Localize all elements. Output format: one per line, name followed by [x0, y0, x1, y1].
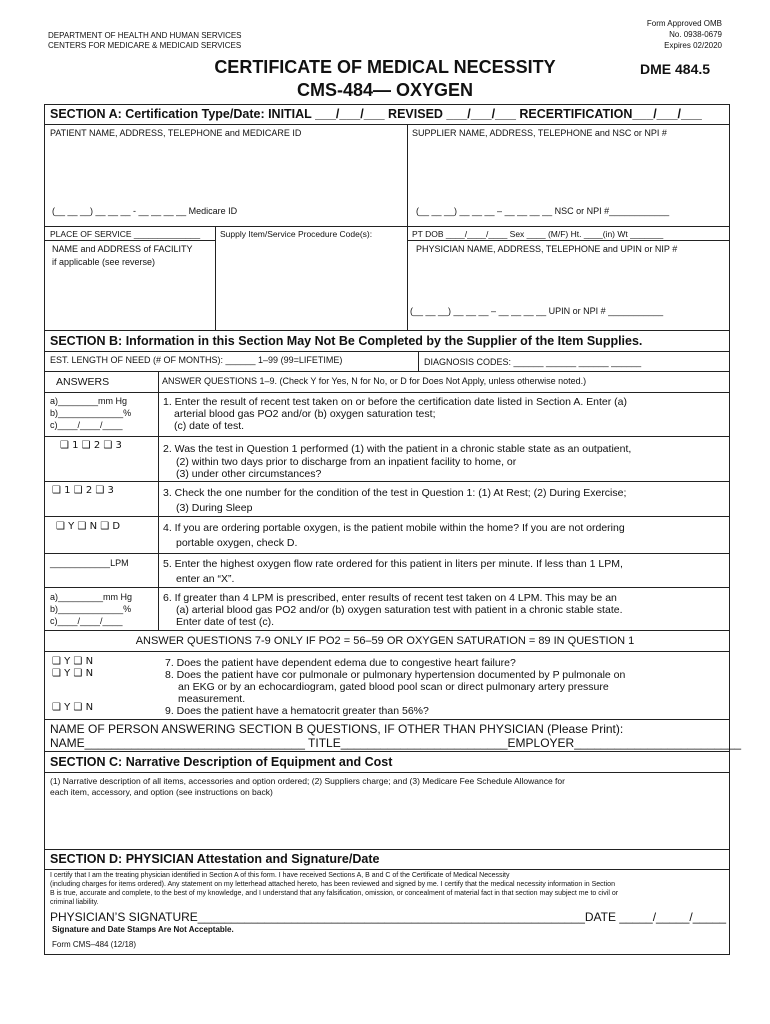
attestation-text-2: (including charges for items ordered). Any statement on my letterhead attached hereto, has been reviewed and signed by me. I certify that the medical necessity information in Section — [50, 881, 615, 888]
section-a-title: SECTION A: Certification Type/Date: INITIAL ___/___/___ REVISED ___/___/___ RECERTIFICATION___/___/___ — [50, 107, 702, 121]
dme-code: DME 484.5 — [640, 61, 711, 77]
divider — [407, 240, 730, 241]
q9-text: 9. Does the patient have a hematocrit greater than 56%? — [165, 705, 429, 717]
supplier-nsc-field[interactable]: (__ __ __) __ __ __ – __ __ __ __ NSC or NPI #____________ — [416, 206, 670, 216]
physician-upin-field[interactable]: (__ __ __) __ __ __ – __ __ __ __ UPIN or NPI # ___________ — [410, 306, 664, 316]
narrative-input[interactable] — [50, 800, 724, 846]
q4-checkboxes[interactable]: ❑ Y ❑ N ❑ D — [56, 521, 121, 532]
divider — [44, 651, 730, 652]
section-c-text-2: each item, accessory, and option (see instructions on back) — [50, 787, 273, 797]
divider — [44, 719, 730, 720]
divider — [407, 226, 408, 330]
q3-checkboxes[interactable]: ❑ 1 ❑ 2 ❑ 3 — [52, 485, 114, 496]
q8-text-2: an EKG or by an echocardiogram, gated blood pool scan or direct pulmonary artery pressure — [178, 681, 609, 693]
q1-answer-b[interactable]: b)_____________% — [50, 408, 132, 418]
form-number: Form CMS–484 (12/18) — [52, 940, 137, 949]
divider — [215, 226, 216, 330]
q6-answer-a[interactable]: a)_________mm Hg — [50, 592, 133, 602]
divider — [44, 240, 215, 241]
q2-checkboxes[interactable]: ❑ 1 ❑ 2 ❑ 3 — [60, 440, 122, 451]
attestation-text-4: criminal liability. — [50, 899, 99, 906]
answer-7-9-note: ANSWER QUESTIONS 7-9 ONLY IF PO2 = 56–59 OR OXYGEN SATURATION = 89 IN QUESTION 1 — [135, 635, 635, 647]
q6-answer-c[interactable]: c)____/____/____ — [50, 616, 123, 626]
q5-text: 5. Enter the highest oxygen flow rate ordered for this patient in liters per minute. If less than 1 LPM, — [163, 558, 623, 570]
diagnosis-codes-field[interactable]: DIAGNOSIS CODES: ______ ______ ______ ______ — [424, 357, 642, 367]
q8-text: 8. Does the patient have cor pulmonale or pulmonary hypertension documented by P pulmonale on — [165, 669, 626, 681]
q1-answer-a[interactable]: a)________mm Hg — [50, 396, 128, 406]
divider — [418, 351, 419, 371]
est-length-field[interactable]: EST. LENGTH OF NEED (# OF MONTHS): ______ 1–99 (99=LIFETIME) — [50, 355, 343, 365]
q4-text-2: portable oxygen, check D. — [176, 537, 298, 549]
q7-checkboxes[interactable]: ❑ Y ❑ N — [52, 656, 94, 667]
divider — [44, 481, 730, 482]
form-subtitle: CMS-484— OXYGEN — [296, 80, 474, 100]
name-person-label: NAME OF PERSON ANSWERING SECTION B QUESTIONS, IF OTHER THAN PHYSICIAN (Please Print): — [50, 722, 624, 736]
q8-text-3: measurement. — [178, 693, 246, 705]
q7-text: 7. Does the patient have dependent edema due to congestive heart failure? — [165, 657, 516, 669]
omb-line-1: Form Approved OMB — [646, 19, 722, 28]
omb-line-3: Expires 02/2020 — [664, 41, 722, 50]
q2-text-3: (3) under other circumstances? — [176, 468, 322, 480]
omb-line-2: No. 0938-0679 — [669, 30, 722, 39]
attestation-text-3: B is true, accurate and complete, to the best of my knowledge, and I understand that any falsification, omission, or concealment of material fact in that section may subject me to civil or — [50, 890, 619, 897]
q1-text-2: arterial blood gas PO2 and/or (b) oxygen saturation test; — [174, 408, 436, 420]
supplier-label: SUPPLIER NAME, ADDRESS, TELEPHONE and NSC or NPI # — [412, 128, 667, 138]
dept-line-1: DEPARTMENT OF HEALTH AND HUMAN SERVICES — [48, 31, 242, 40]
q6-answer-b[interactable]: b)_____________% — [50, 604, 132, 614]
place-of-service-field[interactable]: PLACE OF SERVICE ______________ — [50, 229, 201, 239]
divider — [44, 371, 730, 372]
divider — [44, 436, 730, 437]
supplier-input[interactable] — [412, 142, 724, 200]
section-c-title: SECTION C: Narrative Description of Equipment and Cost — [50, 755, 393, 769]
section-b-title: SECTION B: Information in this Section May Not Be Completed by the Supplier of the Item Supplies. — [50, 334, 643, 348]
q2-text-2: (2) within two days prior to discharge from an inpatient facility to home, or — [176, 456, 517, 468]
divider — [44, 516, 730, 517]
divider — [44, 553, 730, 554]
section-d-title: SECTION D: PHYSICIAN Attestation and Signature/Date — [50, 852, 380, 866]
q1-text: 1. Enter the result of recent test taken on or before the certification date listed in Section A. Enter (a) — [163, 396, 628, 408]
q6-text-3: Enter date of test (c). — [176, 616, 275, 628]
patient-input[interactable] — [50, 142, 402, 200]
divider — [44, 630, 730, 631]
q6-text-2: (a) arterial blood gas PO2 and/or (b) oxygen saturation test with patient in a chronic stable state. — [176, 604, 623, 616]
divider — [44, 330, 730, 331]
q5-text-2: enter an “X”. — [176, 573, 235, 585]
attestation-text: I certify that I am the treating physician identified in Section A of this form. I have received Sections A, B and C of the Certificate of Medical Necessity — [50, 872, 510, 879]
physician-label: PHYSICIAN NAME, ADDRESS, TELEPHONE and UPIN or NIP # — [416, 244, 678, 254]
section-c-text: (1) Narrative description of all items, accessories and option ordered; (2) Suppliers charge; and (3) Medicare Fee Schedule Allowance for — [50, 776, 565, 786]
divider — [158, 371, 159, 630]
form-title: CERTIFICATE OF MEDICAL NECESSITY — [214, 57, 556, 77]
q5-lpm-field[interactable]: ____________LPM — [50, 558, 129, 568]
q8-checkboxes[interactable]: ❑ Y ❑ N — [52, 668, 94, 679]
divider — [407, 124, 408, 226]
q1-text-3: (c) date of test. — [174, 420, 245, 432]
name-title-employer-field[interactable]: NAME_________________________________ TITLE_________________________EMPLOYER_________________________ — [50, 736, 742, 750]
answers-label: ANSWERS — [56, 376, 110, 388]
dept-line-2: CENTERS FOR MEDICARE & MEDICAID SERVICES — [48, 41, 242, 50]
supply-item-field[interactable]: Supply Item/Service Procedure Code(s): — [220, 229, 373, 239]
patient-phone-field[interactable]: (__ __ __) __ __ __ - __ __ __ __ Medicare ID — [52, 206, 238, 216]
stamps-note: Signature and Date Stamps Are Not Acceptable. — [52, 925, 234, 934]
facility-label-note: if applicable (see reverse) — [52, 257, 156, 267]
q3-text-2: (3) During Sleep — [176, 502, 253, 514]
q9-checkboxes[interactable]: ❑ Y ❑ N — [52, 702, 94, 713]
divider — [44, 772, 730, 773]
q6-text: 6. If greater than 4 LPM is prescribed, enter results of recent test taken on 4 LPM. This may be an — [163, 592, 617, 604]
divider — [44, 751, 730, 752]
divider — [44, 392, 730, 393]
q4-text: 4. If you are ordering portable oxygen, is the patient mobile within the home? If you are not ordering — [163, 522, 625, 534]
divider — [44, 849, 730, 850]
q2-text: 2. Was the test in Question 1 performed (1) with the patient in a chronic stable state as an outpatient, — [163, 443, 632, 455]
divider — [44, 587, 730, 588]
instructions: ANSWER QUESTIONS 1–9. (Check Y for Yes, N for No, or D for Does Not Apply, unless otherwise noted.) — [162, 376, 587, 386]
divider — [44, 226, 730, 227]
divider — [44, 869, 730, 870]
q3-text: 3. Check the one number for the condition of the test in Question 1: (1) At Rest; (2) During Exercise; — [163, 487, 627, 499]
divider — [44, 351, 730, 352]
pt-dob-field[interactable]: PT DOB ____/____/____ Sex ____ (M/F) Ht. ____(in) Wt _______ — [412, 229, 664, 239]
facility-label: NAME and ADDRESS of FACILITY — [52, 244, 193, 254]
patient-label: PATIENT NAME, ADDRESS, TELEPHONE and MEDICARE ID — [50, 128, 302, 138]
physician-signature-field[interactable]: PHYSICIAN’S SIGNATURE__________________________________________________________DATE _____/_____/_____ — [50, 910, 727, 924]
divider — [44, 124, 730, 125]
q1-answer-c[interactable]: c)____/____/____ — [50, 420, 123, 430]
